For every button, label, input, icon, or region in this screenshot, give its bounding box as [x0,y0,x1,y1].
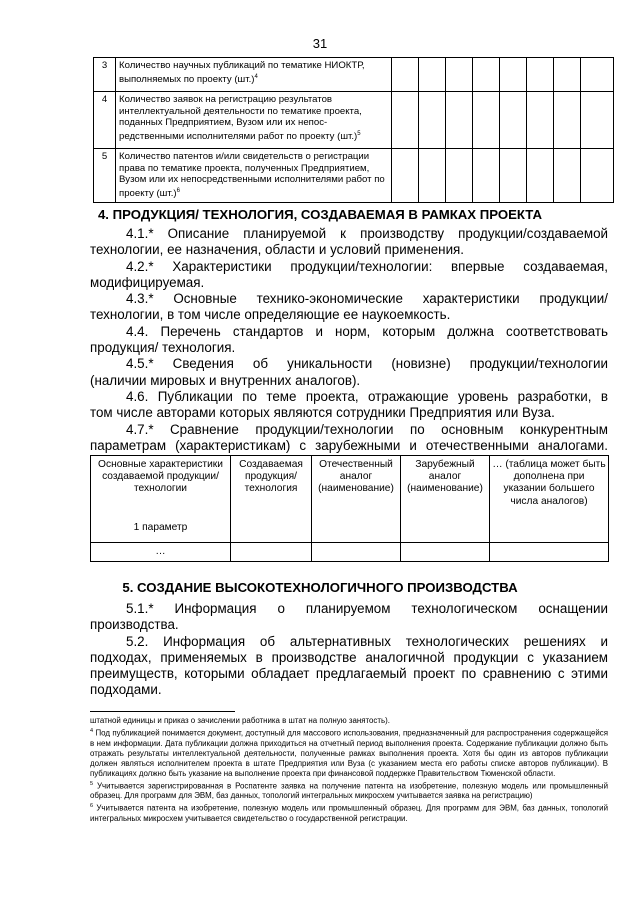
empty-cell [446,58,473,92]
paragraph-4-2 [90,259,608,292]
empty-cell [419,149,446,203]
paragraph-5-1 [90,601,608,634]
section-5-heading: 5. СОЗДАНИЕ ВЫСОКОТЕХНОЛОГИЧНОГО ПРОИЗВОДСТВА [122,580,518,595]
row-number: 3 [94,58,116,92]
footnote-continuation: штатной единицы и приказ о зачислении работника в штат на полную занятость). [90,716,390,725]
page-number: 31 [312,36,328,51]
empty-cell [392,58,419,92]
footnote-separator [90,711,235,712]
empty-cell [527,58,554,92]
footnote-6 [90,801,608,824]
paragraph-rest: параметрам (характеристикам) с зарубежными и отечественными аналогами. [90,437,608,453]
paragraph-lead: 4.7.* Сравнение продукции/технологии по основным конкурентным [126,421,608,437]
paragraph-lead: 4.1.* Описание планируемой к производству продукции/создаваемой [126,226,608,241]
empty-cell [500,149,527,203]
footnote-text: Учитывается патента на изобретение, полезную модель или промышленный образец. Для программ для ЭВМ, баз данных, топологий интегральных микросхем учитывается свидетельство о государственной регистрации. [90,803,608,823]
footnote-text: Учитывается зарегистрированная в Роспатенте заявка на получение патента на изобретение, полезную модель или промышленный образец. Для программ для ЭВМ, баз данных, топологий интегральных микросхем учитывается заявка на регистрацию) [90,781,608,801]
paragraph-rest: продукция/ технология. [90,340,236,356]
empty-cell [527,149,554,203]
header-foreign-analog: Зарубежный аналог (наименование) [401,456,490,543]
table-row [94,92,614,149]
results-table [93,57,614,203]
footnote-ref: 4 [254,73,258,80]
paragraph-lead: 4.3.* Основные технико-экономические характеристики продукции/ [126,291,608,307]
empty-cell [500,92,527,149]
paragraph-4-3 [90,291,608,324]
paragraph-lead: 5.1.* Информация о планируемом технологическом оснащении [126,601,608,616]
footnotes [90,716,608,824]
section-5-body [90,601,608,699]
paragraph-rest: производства. [90,617,179,633]
paragraph-rest: том числе авторами которых являются сотрудники Предприятия или Вуза. [90,405,555,421]
footnote-mark: 4 [90,728,94,734]
footnote-4 [90,726,608,779]
paragraph-4-1 [90,226,608,259]
row-number: 4 [94,92,116,149]
paragraph-lead: 4.2.* Характеристики продукции/технологии: впервые создаваемая, [126,258,608,274]
empty-cell [581,149,614,203]
header-more-analogs: … (таблица может быть дополнена при указании большего числа аналогов) [490,456,609,543]
paragraph-rest: технологии, ее назначения, области и условий применения. [90,242,465,258]
table-row [94,149,614,203]
paragraph-4-4 [90,324,608,357]
table-row [91,543,609,562]
row-description [116,149,392,203]
paragraph-rest: подходах, применяемых в производстве аналогичной продукции с указанием преимуществ, которыми обладает предлагаемый проект по сравнению с этими подходами. [90,649,608,698]
empty-cell [554,92,581,149]
row-description [116,92,392,149]
empty-cell [473,58,500,92]
paragraph-rest: (наличии мировых и внутренних аналогов). [90,372,361,388]
section-4-heading: 4. ПРОДУКЦИЯ/ ТЕХНОЛОГИЯ, СОЗДАВАЕМАЯ В РАМКАХ ПРОЕКТА [97,207,543,222]
footnote-5 [90,779,608,802]
empty-cell [401,543,490,562]
footnote-ref: 5 [357,130,361,137]
empty-cell [554,149,581,203]
empty-cell [392,92,419,149]
header-characteristics [91,456,231,543]
paragraph-4-6 [90,389,608,422]
empty-cell [312,543,401,562]
row-text: Количество патентов и/или свидетельств о регистрации права по тематике проекта, полученных Предприятием, Вузом или их непосредственными исполнителями работ по проекту (шт.) [119,151,385,199]
paragraph-rest: модифицируемая. [90,274,205,290]
comparison-table [90,455,609,562]
footnote-ref: 6 [176,187,180,194]
empty-cell [392,149,419,203]
empty-cell [419,58,446,92]
header-text: Основные характеристики создаваемой продукции/ технологии [98,459,223,495]
empty-cell [231,543,312,562]
empty-cell [490,543,609,562]
empty-cell [419,92,446,149]
paragraph-4-5 [90,356,608,389]
footnote-text: Под публикацией понимается документ, доступный для массового использования, предназначенный для распространения содержащейся в нем информации. Дата публикации должна приходиться на отчетный период выполнения проекта. Содержание публикации должно быть отражать результаты интеллектуальной деятельности, полученные рамках выполнения проекта. Хотя бы один из авторов публикации должен являться исполнителем проекта в штате Предприятия или Вуза (с указанием места его работы списке авторов публикации). В публикациях должно быть указание на выполнение проекта при финансовой поддержке Правительством Тюменской области. [90,728,608,778]
table-header-row [91,456,609,543]
empty-cell [581,92,614,149]
paragraph-5-2 [90,634,608,699]
paragraph-lead: 5.2. Информация об альтернативных технологических решениях и [126,633,608,649]
empty-cell [500,58,527,92]
header-domestic-analog: Отечественный аналог (наименование) [312,456,401,543]
row-first-cell: … [91,543,231,562]
empty-cell [581,58,614,92]
row-text: Количество заявок на регистрацию результатов интеллектуальной деятельности по тематике проекта, поданных Предприятием, Вузом или их непос- редственными исполнителями работ по проекту (шт.) [119,94,362,142]
footnote-mark: 6 [90,803,94,810]
empty-cell [446,92,473,149]
table-row [94,58,614,92]
param-label: 1 параметр [133,521,188,533]
empty-cell [446,149,473,203]
section-4-body [90,226,608,454]
paragraph-4-7 [90,422,608,455]
row-number: 5 [94,149,116,203]
header-product: Создаваемая продукция/ технология [231,456,312,543]
empty-cell [473,92,500,149]
empty-cell [554,58,581,92]
paragraph-lead: 4.4. Перечень стандартов и норм, которым должна соответствовать [126,323,608,339]
paragraph-rest: технологии, в том числе определяющие ее наукоемкость. [90,307,451,323]
row-text: Количество научных публикаций по тематике НИОКТР, выполняемых по проекту (шт.) [119,60,365,85]
paragraph-lead: 4.5.* Сведения об уникальности (новизне) продукции/технологии [126,356,608,372]
footnote-mark: 5 [90,780,94,787]
empty-cell [473,149,500,203]
row-description [116,58,392,92]
paragraph-lead: 4.6. Публикации по теме проекта, отражающие уровень разработки, в [126,388,608,404]
empty-cell [527,92,554,149]
